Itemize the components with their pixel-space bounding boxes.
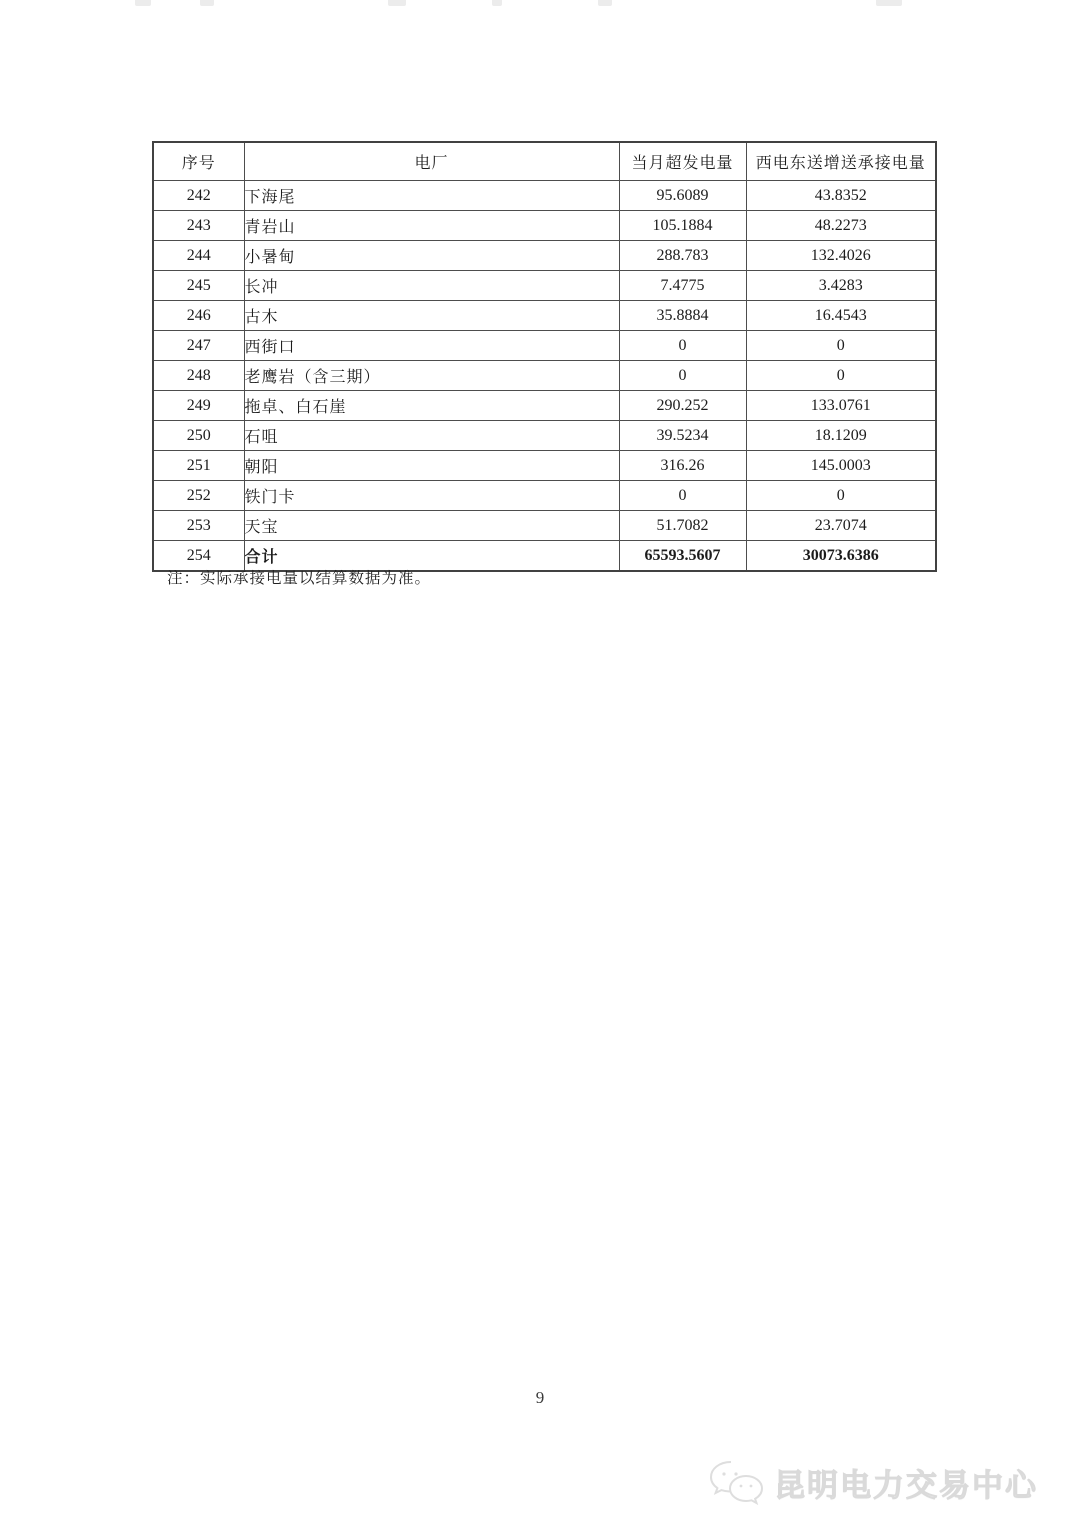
table-row [153,481,936,511]
cell-over-generation: 0 [619,331,746,361]
table-row [153,451,936,481]
cell-seq: 244 [153,241,244,271]
cell-over-generation: 95.6089 [619,181,746,211]
cell-plant-name: 古木 [244,301,619,331]
cell-over-generation: 290.252 [619,391,746,421]
power-plant-table [152,141,937,572]
cell-over-generation: 39.5234 [619,421,746,451]
table-row [153,511,936,541]
table-note: 注：实际承接电量以结算数据为准。 [167,570,432,587]
cell-west-east-transfer: 0 [746,481,936,511]
cell-seq: 249 [153,391,244,421]
cell-plant-name: 青岩山 [244,211,619,241]
table-row [153,331,936,361]
scan-artifact [200,0,214,6]
scan-artifact [876,0,902,6]
cell-over-generation: 51.7082 [619,511,746,541]
wechat-logo-icon [708,1458,766,1506]
footer-brand-text: 昆明电力交易中心 [774,1467,1038,1503]
table-header [153,142,936,181]
cell-west-east-transfer: 16.4543 [746,301,936,331]
table-row [153,181,936,211]
table-row [153,361,936,391]
page-number: 9 [535,1388,545,1407]
cell-west-east-transfer: 48.2273 [746,211,936,241]
cell-west-east-transfer: 30073.6386 [746,541,936,572]
scan-artifact [492,0,502,6]
cell-west-east-transfer: 43.8352 [746,181,936,211]
scan-artifact [388,0,406,6]
cell-seq: 245 [153,271,244,301]
table-row [153,271,936,301]
cell-plant-name: 西街口 [244,331,619,361]
table-row [153,301,936,331]
cell-over-generation: 0 [619,481,746,511]
cell-over-generation: 316.26 [619,451,746,481]
table-row [153,421,936,451]
header-plant: 电厂 [244,142,619,181]
cell-west-east-transfer: 132.4026 [746,241,936,271]
header-over-generation: 当月超发电量 [619,142,746,181]
cell-plant-name: 小暑甸 [244,241,619,271]
cell-plant-name: 天宝 [244,511,619,541]
table-body [153,181,936,572]
cell-plant-name: 长冲 [244,271,619,301]
cell-seq: 242 [153,181,244,211]
cell-west-east-transfer: 23.7074 [746,511,936,541]
cell-west-east-transfer: 18.1209 [746,421,936,451]
footer-watermark [708,1458,1038,1506]
cell-over-generation: 105.1884 [619,211,746,241]
cell-west-east-transfer: 3.4283 [746,271,936,301]
cell-plant-name: 合计 [244,541,619,572]
cell-over-generation: 7.4775 [619,271,746,301]
cell-seq: 254 [153,541,244,572]
cell-seq: 246 [153,301,244,331]
cell-plant-name: 下海尾 [244,181,619,211]
cell-west-east-transfer: 0 [746,361,936,391]
cell-west-east-transfer: 145.0003 [746,451,936,481]
cell-plant-name: 铁门卡 [244,481,619,511]
cell-plant-name: 老鹰岩（含三期） [244,361,619,391]
cell-over-generation: 35.8884 [619,301,746,331]
scan-artifact [135,0,151,6]
cell-seq: 247 [153,331,244,361]
table-header-row [153,142,936,181]
cell-plant-name: 拖卓、白石崖 [244,391,619,421]
scan-artifact [598,0,612,6]
table-row [153,211,936,241]
cell-west-east-transfer: 133.0761 [746,391,936,421]
cell-seq: 250 [153,421,244,451]
table-row [153,391,936,421]
cell-seq: 243 [153,211,244,241]
cell-seq: 253 [153,511,244,541]
cell-seq: 252 [153,481,244,511]
cell-west-east-transfer: 0 [746,331,936,361]
cell-seq: 251 [153,451,244,481]
cell-seq: 248 [153,361,244,391]
cell-over-generation: 288.783 [619,241,746,271]
table-row [153,241,936,271]
header-west-east-transfer: 西电东送增送承接电量 [746,142,936,181]
header-seq: 序号 [153,142,244,181]
cell-over-generation: 0 [619,361,746,391]
cell-plant-name: 石咀 [244,421,619,451]
cell-plant-name: 朝阳 [244,451,619,481]
cell-over-generation: 65593.5607 [619,541,746,572]
